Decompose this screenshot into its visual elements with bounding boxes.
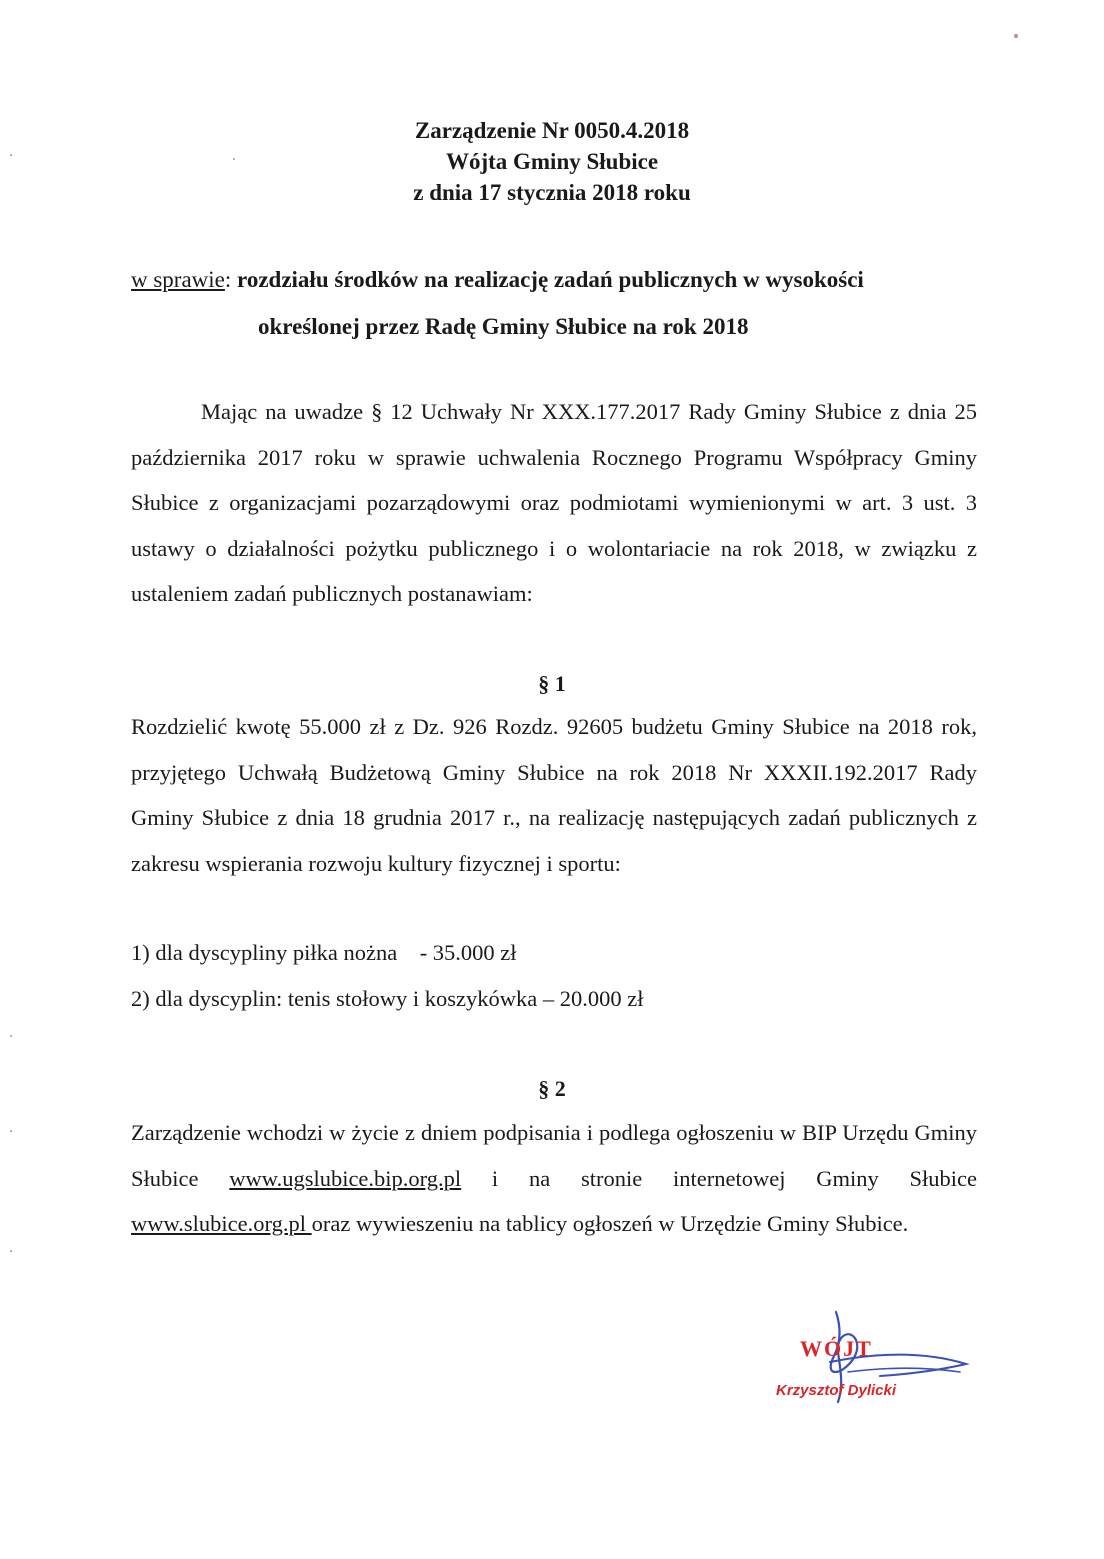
- subject-separator: :: [224, 267, 238, 292]
- section-2-text-part2: i na stronie internetowej Gminy Słubice: [461, 1165, 977, 1191]
- document-title: Zarządzenie Nr 0050.4.2018: [414, 118, 690, 143]
- list-item: 2) dla dyscyplin: tenis stołowy i koszykówka – 20.000 zł: [131, 986, 644, 1011]
- preamble-paragraph: Mając na uwadze § 12 Uchwały Nr XXX.177.2017 Rady Gminy Słubice z dnia 25 października 2017 roku w sprawie uchwalenia Rocznego Programu Współpracy Gminy Słubice z organizacjami pozarządowymi oraz podmiotami wymienionymi w art. 3 ust. 3 ustawy o działalności pożytku publicznego i o wolontariacie na rok 2018, w związku z ustaleniem zadań publicznych postanawiam:: [131, 399, 977, 606]
- scan-speck: [10, 1130, 12, 1132]
- section-2-mark: § 2: [538, 1076, 566, 1101]
- section-2-paragraph: [131, 1110, 977, 1247]
- website-link[interactable]: www.slubice.org.pl: [131, 1211, 312, 1236]
- scan-speck: [233, 158, 235, 160]
- handwritten-signature-icon: [770, 1310, 980, 1420]
- list-item: 1) dla dyscypliny piłka nożna - 35.000 zł: [131, 940, 517, 965]
- subject-line: [131, 256, 977, 303]
- signature-title: WÓJT: [800, 1336, 873, 1361]
- document-issuer: Wójta Gminy Słubice: [445, 149, 659, 174]
- subject-label: w sprawie: [131, 267, 225, 292]
- bip-link[interactable]: www.ugslubice.bip.org.pl: [229, 1165, 462, 1191]
- section-2-text-part3: oraz wywieszeniu na tablicy ogłoszeń w Urzędzie Gminy Słubice.: [311, 1211, 909, 1236]
- section-2-text-part1: Zarządzenie wchodzi w życie z dniem podpisania i podlega ogłoszeniu w BIP Urzędu Gminy Słubice: [131, 1120, 977, 1191]
- scan-speck: [10, 154, 12, 156]
- section-1-paragraph: Rozdzielić kwotę 55.000 zł z Dz. 926 Rozdz. 92605 budżetu Gminy Słubice na 2018 rok, przyjętego Uchwałą Budżetową Gminy Słubice na rok 2018 Nr XXXII.192.2017 Rady Gminy Słubice z dnia 18 grudnia 2017 r., na realizację następujących zadań publicznych z zakresu wspierania rozwoju kultury fizycznej i sportu:: [131, 714, 977, 876]
- scan-speck: [10, 1035, 12, 1037]
- signature-stamp: [770, 1310, 980, 1420]
- scan-speck: [1014, 34, 1018, 38]
- signature-name: Krzysztof Dylicki: [776, 1382, 897, 1399]
- scan-speck: [10, 1250, 12, 1252]
- subject-text-continued: określonej przez Radę Gminy Słubice na rok 2018: [258, 314, 749, 339]
- section-1-mark: § 1: [538, 671, 566, 696]
- document-date: z dnia 17 stycznia 2018 roku: [413, 180, 691, 205]
- subject-text: rozdziału środków na realizację zadań publicznych w wysokości: [237, 267, 864, 292]
